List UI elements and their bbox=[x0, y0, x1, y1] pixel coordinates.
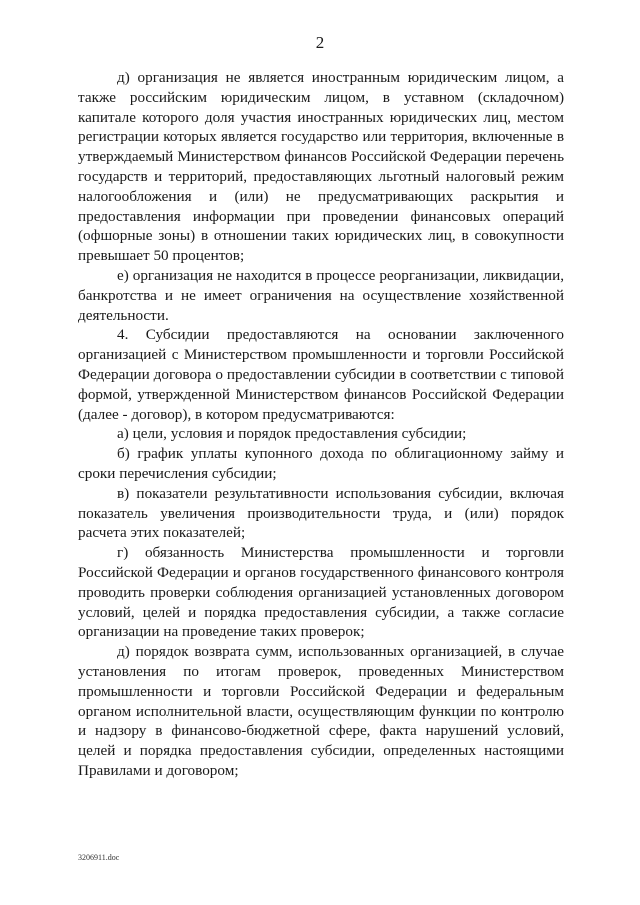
paragraph-d-offshore: д) организация не является иностранным юридическим лицом, а также российским юридическим лицом, в уставном (складочном) капитале которого доля участия иностранных юридических лиц, местом регистрации которых является государство или территория, включенные в утверждаемый Министерством финансов Российской Федерации перечень государств и территорий, предоставляющих льготный налоговый режим налогообложения и (или) не предусматривающих раскрытия и предоставления информации при проведении финансовых операций (офшорные зоны) в отношении таких юридических лиц, в совокупности превышает 50 процентов; bbox=[78, 69, 564, 265]
paragraph-d-refund: д) порядок возврата сумм, использованных организацией, в случае установления по итогам проверок, проведенных Министерством промышленности и торговли Российской Федерации и федеральным органом исполнительной власти, осуществляющим функции по контролю и надзору в финансово-бюджетной сфере, факта нарушений условий, целей и порядка предоставления субсидии, определенных настоящими Правилами и договором; bbox=[78, 643, 564, 779]
paragraph-b-schedule: б) график уплаты купонного дохода по облигационному займу и сроки перечисления субсидии; bbox=[78, 445, 564, 482]
footer-filename: 3206911.doc bbox=[78, 853, 120, 862]
paragraph-e-reorganization: е) организация не находится в процессе реорганизации, ликвидации, банкротства и не имеет ограничения на осуществление хозяйственной деятельности. bbox=[78, 266, 564, 324]
paragraph-4-subsidies: 4. Субсидии предоставляются на основании заключенного организацией с Министерством промышленности и торговли Российской Федерации договора о предоставлении субсидии в соответствии с типовой формой, утвержденной Министерством финансов Российской Федерации (далее - договор), в котором предусматриваются: bbox=[78, 326, 564, 423]
page-number: 2 bbox=[315, 33, 325, 52]
paragraph-a-goals: а) цели, условия и порядок предоставления субсидии; bbox=[117, 425, 467, 443]
document-body bbox=[78, 68, 564, 781]
paragraph-g-obligation: г) обязанность Министерства промышленности и торговли Российской Федерации и органов государственного финансового контроля проводить проверки соблюдения организацией установленных договором условий, целей и порядка предоставления субсидии, а также согласие организации на проведение таких проверок; bbox=[78, 544, 564, 641]
paragraph-v-indicators: в) показатели результативности использования субсидии, включая показатель увеличения производительности труда, и (или) порядок расчета этих показателей; bbox=[78, 484, 564, 542]
